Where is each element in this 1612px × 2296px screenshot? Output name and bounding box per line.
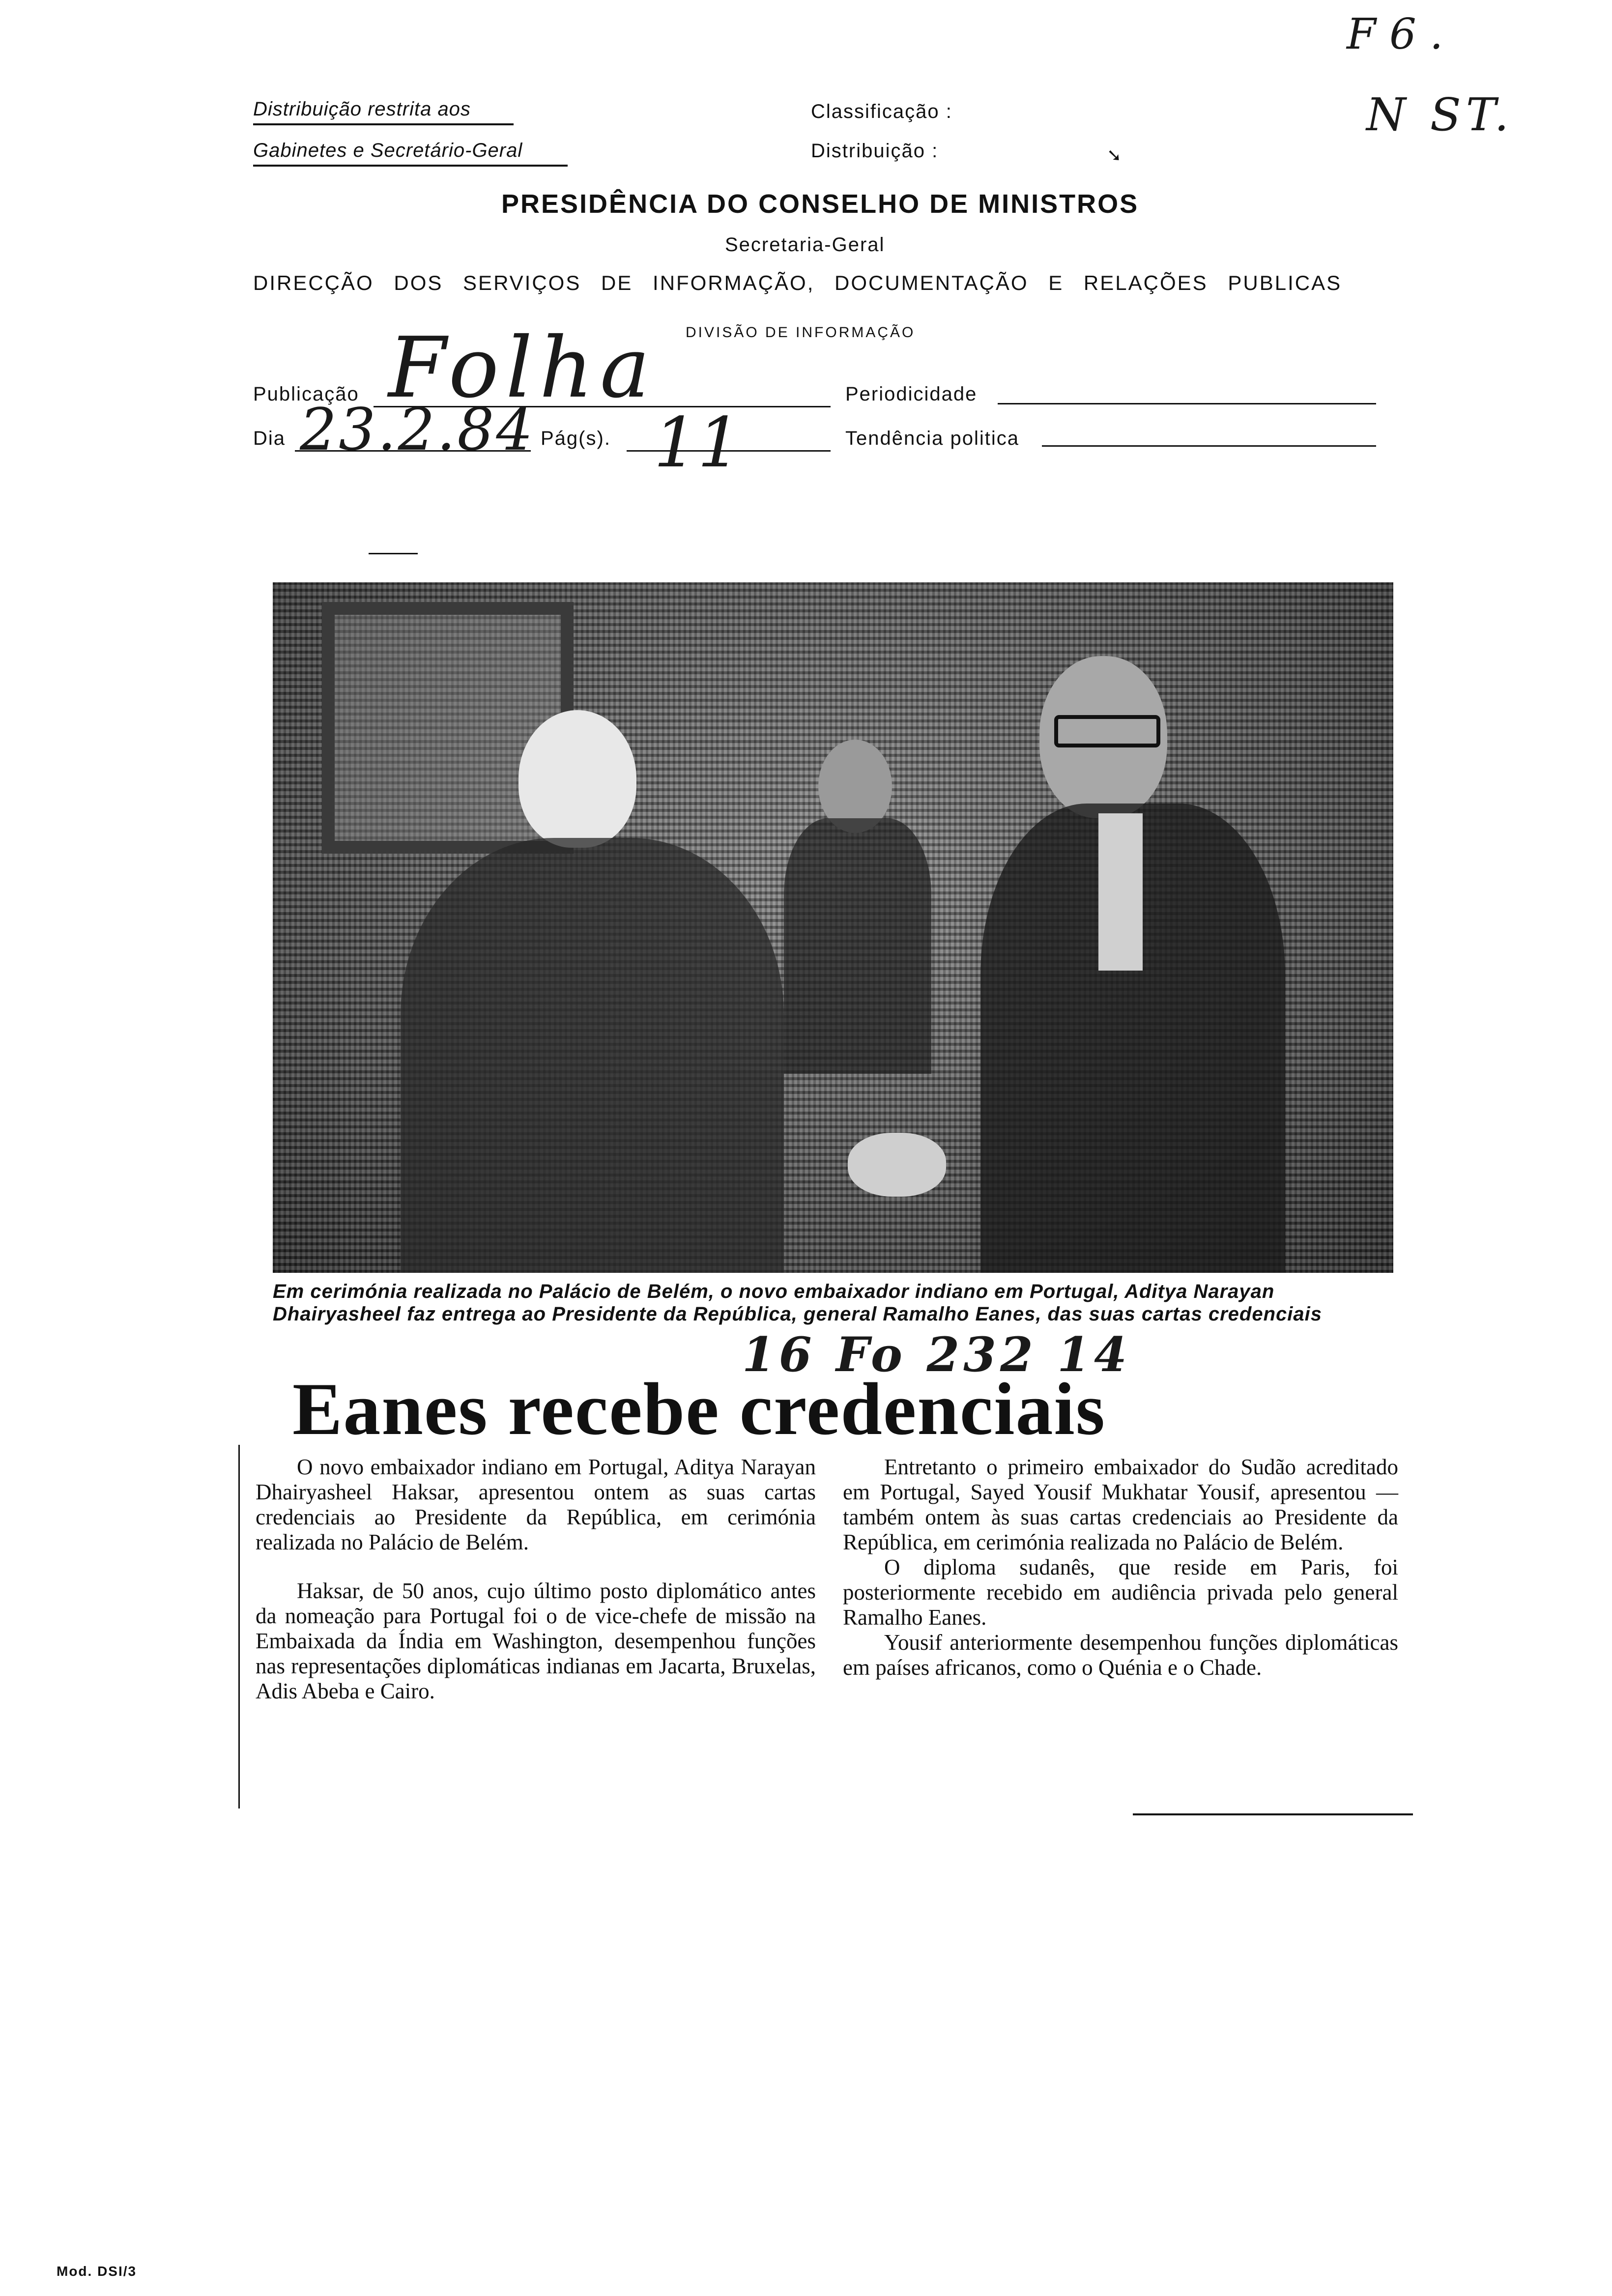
tendencia-label: Tendência politica [845,428,1019,449]
left-paragraph-1: O novo embaixador indiano em Portugal, Aditya Narayan Dhairyasheel Haksar, apresentou ontem as suas cartas credenciais ao Presidente da República, em cerimónia realizada no Palácio de Belém. [256,1455,816,1554]
left-paragraph-2: Haksar, de 50 anos, cujo último posto diplomático antes da nomeação para Portugal foi o de vice-chefe de missão na Embaixada da Índia em Washington, desempenhou funções nas representações diplomáticas indianas em Jacarta, Bruxelas, Adis Abeba e Cairo. [256,1578,816,1703]
handwritten-mark-2: N ST. [1366,88,1514,141]
figure-left-head [518,710,636,848]
dia-label: Dia [253,428,286,449]
periodicidade-line [998,403,1376,404]
handwritten-mark-1: F 6 . [1347,10,1443,59]
figure-right-shirt [1098,813,1143,971]
glasses-icon [1054,715,1160,747]
right-paragraph-3: Yousif anteriormente desempenhou funções diplomáticas em países africanos, como o Quénia e o Chade. [843,1630,1398,1680]
headline: Eanes recebe credenciais [292,1368,1106,1450]
distribution-line-2: Gabinetes e Secretário-Geral [253,140,568,167]
tick-mark: ➘ [1107,145,1122,165]
direccao-line: DIRECÇÃO DOS SERVIÇOS DE INFORMAÇÃO, DOCUMENTAÇÃO E RELAÇÕES PUBLICAS [253,271,1342,294]
archive-code-handwritten: 16 Fo 232 14 [742,1327,1131,1382]
distribuicao-label: Distribuição : [811,140,939,162]
figure-left-body [401,838,784,1273]
page-title: PRESIDÊNCIA DO CONSELHO DE MINISTROS [501,189,1139,219]
column-rule-left [238,1445,240,1808]
tendencia-line [1042,445,1376,447]
article-end-rule [1133,1813,1413,1815]
publicacao-handwritten-value: Folha [388,319,657,417]
article-left-column [256,1455,816,1704]
handshake [848,1133,946,1197]
figure-center-body [784,818,931,1074]
pags-label: Pág(s). [541,428,611,449]
right-paragraph-2: O diploma sudanês, que reside em Paris, foi posteriormente recebido em audiência privada pelo general Ramalho Eanes. [843,1555,1398,1630]
form-code: Mod. DSI/3 [57,2264,137,2279]
dia-handwritten-value: 23.2.84 [300,396,535,463]
pags-handwritten-value: 11 [654,403,742,483]
divisao-line: DIVISÃO DE INFORMAÇÃO [686,324,916,341]
photo-top-rule [369,553,418,554]
article-right-column [843,1455,1398,1680]
page-subtitle: Secretaria-Geral [725,234,885,256]
photo-caption: Em cerimónia realizada no Palácio de Belém, o novo embaixador indiano em Portugal, Aditya Narayan Dhairyasheel faz entrega ao Presidente da República, general Ramalho Eanes, das suas cartas credenciais [273,1281,1322,1325]
right-paragraph-1: Entretanto o primeiro embaixador do Sudão acreditado em Portugal, Sayed Yousif Mukhatar Yousif, apresentou — também ontem às suas cartas credenciais ao Presidente da República, em cerimónia realizada no Palácio de Belém. [843,1455,1398,1554]
ceremony-photo [273,582,1393,1273]
classificacao-label: Classificação : [811,101,952,122]
periodicidade-label: Periodicidade [845,383,978,405]
distribution-line-1: Distribuição restrita aos [253,98,514,125]
publicacao-label: Publicação [253,383,359,405]
